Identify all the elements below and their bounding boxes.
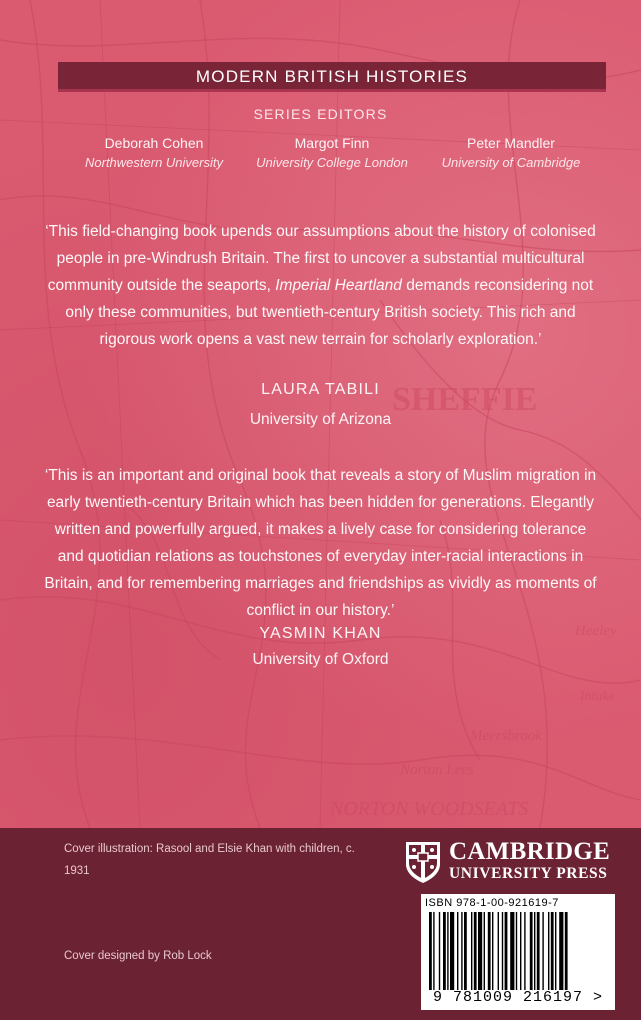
editor-name: Deborah Cohen — [104, 135, 204, 151]
barcode-bar — [484, 912, 485, 990]
editor-margot-finn — [242, 134, 422, 174]
series-editors-heading: SERIES EDITORS — [253, 106, 388, 122]
endorser-name-khan: YASMIN KHAN — [259, 625, 382, 642]
barcode-bar — [516, 912, 517, 990]
barcode-bar — [565, 912, 568, 990]
barcode-bar — [542, 912, 543, 990]
map-label-sheffield: SHEFFIE — [392, 381, 538, 418]
barcode-bar — [548, 912, 549, 990]
barcode-bar — [447, 912, 448, 990]
editor-affiliation: University of Cambridge — [441, 155, 581, 170]
barcode-bar — [457, 912, 458, 990]
barcode-bar — [433, 912, 434, 990]
map-label-heeley: Heeley — [575, 623, 617, 639]
editor-name: Peter Mandler — [467, 135, 555, 151]
endorsement-quote-khan — [40, 462, 601, 624]
cambridge-crest-icon — [404, 840, 442, 884]
barcode-bar — [461, 912, 462, 990]
barcode-bar — [524, 912, 525, 990]
endorser-name-tabili: LAURA TABILI — [261, 381, 380, 398]
barcode-bar — [488, 912, 491, 990]
quote-text: ‘This is an important and original book that reveals a story of Muslim migration in early twentieth-century Britain which has been hidden for generations. Elegantly written and powerfully argued, it makes a lively case for considering tolerance and quotidian relations as touchstones of everyday inter-racial interactions in Britain, and for remembering marriages and friendships as vividly as moments of conflict in our history.’ — [44, 467, 597, 619]
barcode-bars — [427, 912, 609, 990]
editor-name: Margot Finn — [294, 135, 370, 151]
isbn-label: ISBN 978-1-00-921619-7 — [425, 897, 559, 909]
barcode-bar — [520, 912, 521, 990]
barcode-bar — [439, 912, 440, 990]
barcode-bar — [537, 912, 540, 990]
barcode-bar — [492, 912, 493, 990]
barcode-bar — [498, 912, 499, 990]
barcode-bar — [443, 912, 446, 990]
endorser-affiliation-khan: University of Oxford — [252, 651, 389, 668]
barcode-bar — [429, 912, 432, 990]
editor-affiliation: University College London — [256, 155, 408, 170]
isbn-barcode — [421, 894, 615, 1010]
editor-peter-mandler — [421, 134, 601, 174]
quote-text-end: demands reconsidering not only these communities, but twentieth-century British society. This rich and rigorous work opens a vast new terrain for scholarly exploration.’ — [65, 277, 594, 348]
map-label-norton-lees: Norton Lees — [400, 762, 474, 778]
series-title: MODERN BRITISH HISTORIES — [195, 67, 469, 86]
cover-footer — [0, 828, 641, 1020]
map-label-norton-woodseats: NORTON WOODSEATS — [330, 798, 529, 820]
map-label-meersbrook: Meersbrook — [470, 728, 542, 744]
barcode-bar — [559, 912, 563, 990]
publisher-logo — [404, 838, 620, 886]
publisher-name: CAMBRIDGE — [449, 838, 611, 865]
editor-affiliation: Northwestern University — [85, 155, 223, 170]
barcode-bar — [478, 912, 482, 990]
map-label-intake: Intake — [580, 689, 615, 704]
barcode-digits: 9 781009 216197 > — [432, 989, 604, 1006]
cover-design-credit: Cover designed by Rob Lock — [64, 950, 212, 962]
barcode-bar — [464, 912, 467, 990]
barcode-bar — [555, 912, 556, 990]
endorsement-quote-tabili — [40, 218, 601, 353]
barcode-bar — [551, 912, 554, 990]
barcode-bar — [505, 912, 508, 990]
barcode-bar — [502, 912, 503, 990]
barcode-bar — [510, 912, 514, 990]
series-title-bar — [58, 62, 606, 92]
cover-illustration-credit: Cover illustration: Rasool and Elsie Khan with children, c. 1931 — [64, 843, 355, 877]
barcode-bar — [471, 912, 472, 990]
quote-book-title: Imperial Heartland — [275, 277, 402, 294]
barcode-bar — [530, 912, 533, 990]
publisher-subtitle: UNIVERSITY PRESS — [449, 865, 608, 882]
barcode-bar — [534, 912, 535, 990]
endorser-affiliation-tabili: University of Arizona — [249, 411, 392, 428]
editor-deborah-cohen — [64, 134, 244, 174]
quote-text: ‘This field-changing book upends our assumptions about the history of colonised people in pre-Windrush Britain. The first to uncover a substantial multicultural community outside the seaports, — [45, 223, 596, 294]
barcode-bar — [474, 912, 477, 990]
barcode-bar — [450, 912, 454, 990]
